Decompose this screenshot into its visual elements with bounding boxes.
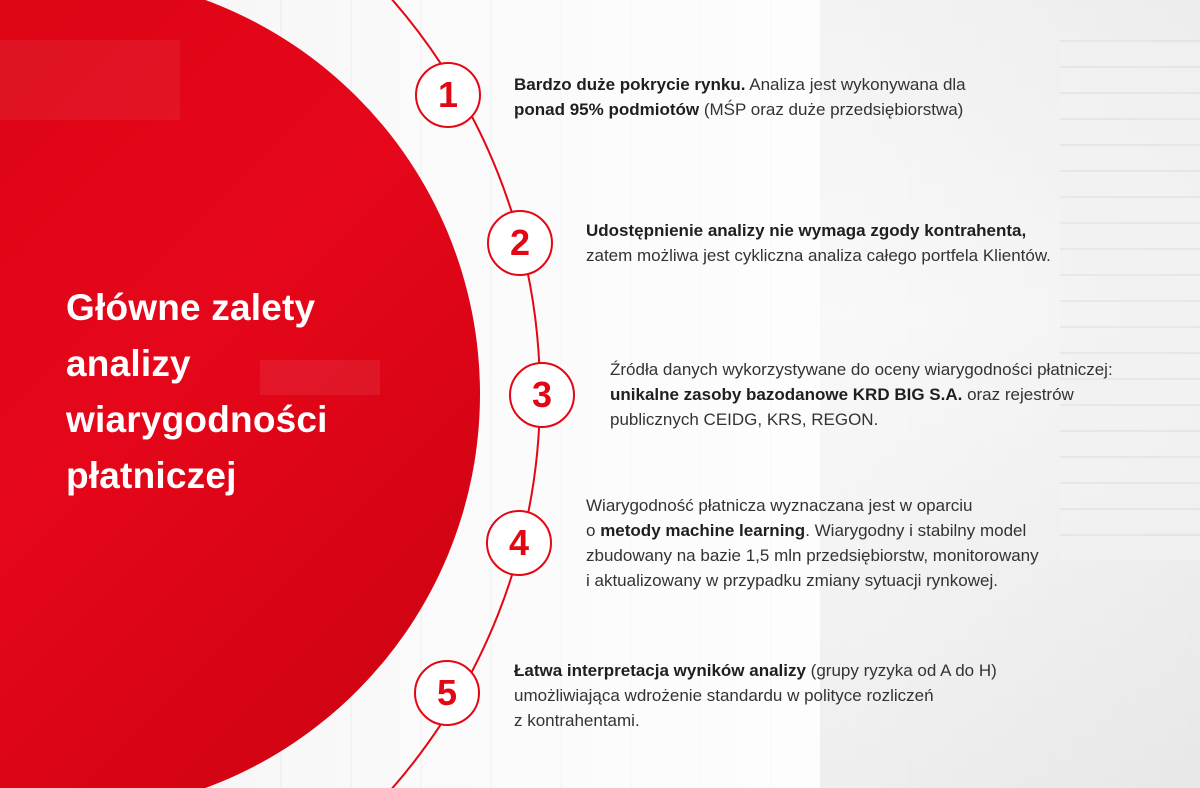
benefit-text-bold: ponad 95% podmiotów (514, 100, 700, 119)
benefit-line (586, 568, 1039, 593)
step-number-2: 2 (487, 210, 553, 276)
benefit-text-bold: unikalne zasoby bazodanowe KRD BIG S.A. (610, 385, 963, 404)
benefit-line (586, 518, 1039, 543)
benefit-text: (MŚP oraz duże przedsiębiorstwa) (699, 100, 964, 119)
benefit-line (514, 97, 966, 122)
benefit-text: oraz rejestrów (962, 385, 1074, 404)
benefit-item-5 (514, 658, 997, 733)
benefit-item-4 (586, 493, 1039, 593)
benefit-item-2 (586, 218, 1051, 268)
benefit-line (610, 407, 1113, 432)
benefit-text: z kontrahentami. (514, 711, 640, 730)
benefit-line (586, 243, 1051, 268)
benefit-text: Źródła danych wykorzystywane do oceny wiarygodności płatniczej: (610, 360, 1113, 379)
title-line: Główne zalety (66, 287, 316, 328)
step-number-5: 5 (414, 660, 480, 726)
benefit-item-1 (514, 72, 966, 122)
title-line: płatniczej (66, 455, 237, 496)
benefit-text: zbudowany na bazie 1,5 mln przedsiębiorstw, monitorowany (586, 546, 1039, 565)
step-number-3: 3 (509, 362, 575, 428)
benefit-item-3 (610, 357, 1113, 432)
benefit-line (586, 493, 1039, 518)
benefit-text: o (586, 521, 601, 540)
benefit-line (586, 218, 1051, 243)
benefit-text-bold: Bardzo duże pokrycie rynku. (514, 75, 746, 94)
benefit-line (514, 683, 997, 708)
benefit-text: publicznych CEIDG, KRS, REGON. (610, 410, 879, 429)
benefit-text: umożliwiająca wdrożenie standardu w polityce rozliczeń (514, 686, 934, 705)
title-line: wiarygodności (66, 399, 328, 440)
benefit-text: i aktualizowany w przypadku zmiany sytuacji rynkowej. (586, 571, 998, 590)
benefit-line (610, 357, 1113, 382)
step-number-1: 1 (415, 62, 481, 128)
benefit-line (514, 658, 997, 683)
benefit-text: zatem możliwa jest cykliczna analiza całego portfela Klientów. (586, 246, 1051, 265)
benefit-line (514, 72, 966, 97)
benefit-text-bold: Łatwa interpretacja wyników analizy (514, 661, 806, 680)
title-line: analizy (66, 343, 191, 384)
benefit-text: Wiarygodność płatnicza wyznaczana jest w oparciu (586, 496, 973, 515)
main-title (66, 280, 396, 504)
benefit-text-bold: metody machine learning (600, 521, 806, 540)
benefit-line (514, 708, 997, 733)
benefit-text: Analiza jest wykonywana dla (745, 75, 966, 94)
benefit-text-bold: Udostępnienie analizy nie wymaga zgody kontrahenta, (586, 221, 1027, 240)
step-number-4: 4 (486, 510, 552, 576)
benefit-line (610, 382, 1113, 407)
benefit-text: . Wiarygodny i stabilny model (805, 521, 1027, 540)
benefit-line (586, 543, 1039, 568)
benefit-text: (grupy ryzyka od A do H) (805, 661, 997, 680)
